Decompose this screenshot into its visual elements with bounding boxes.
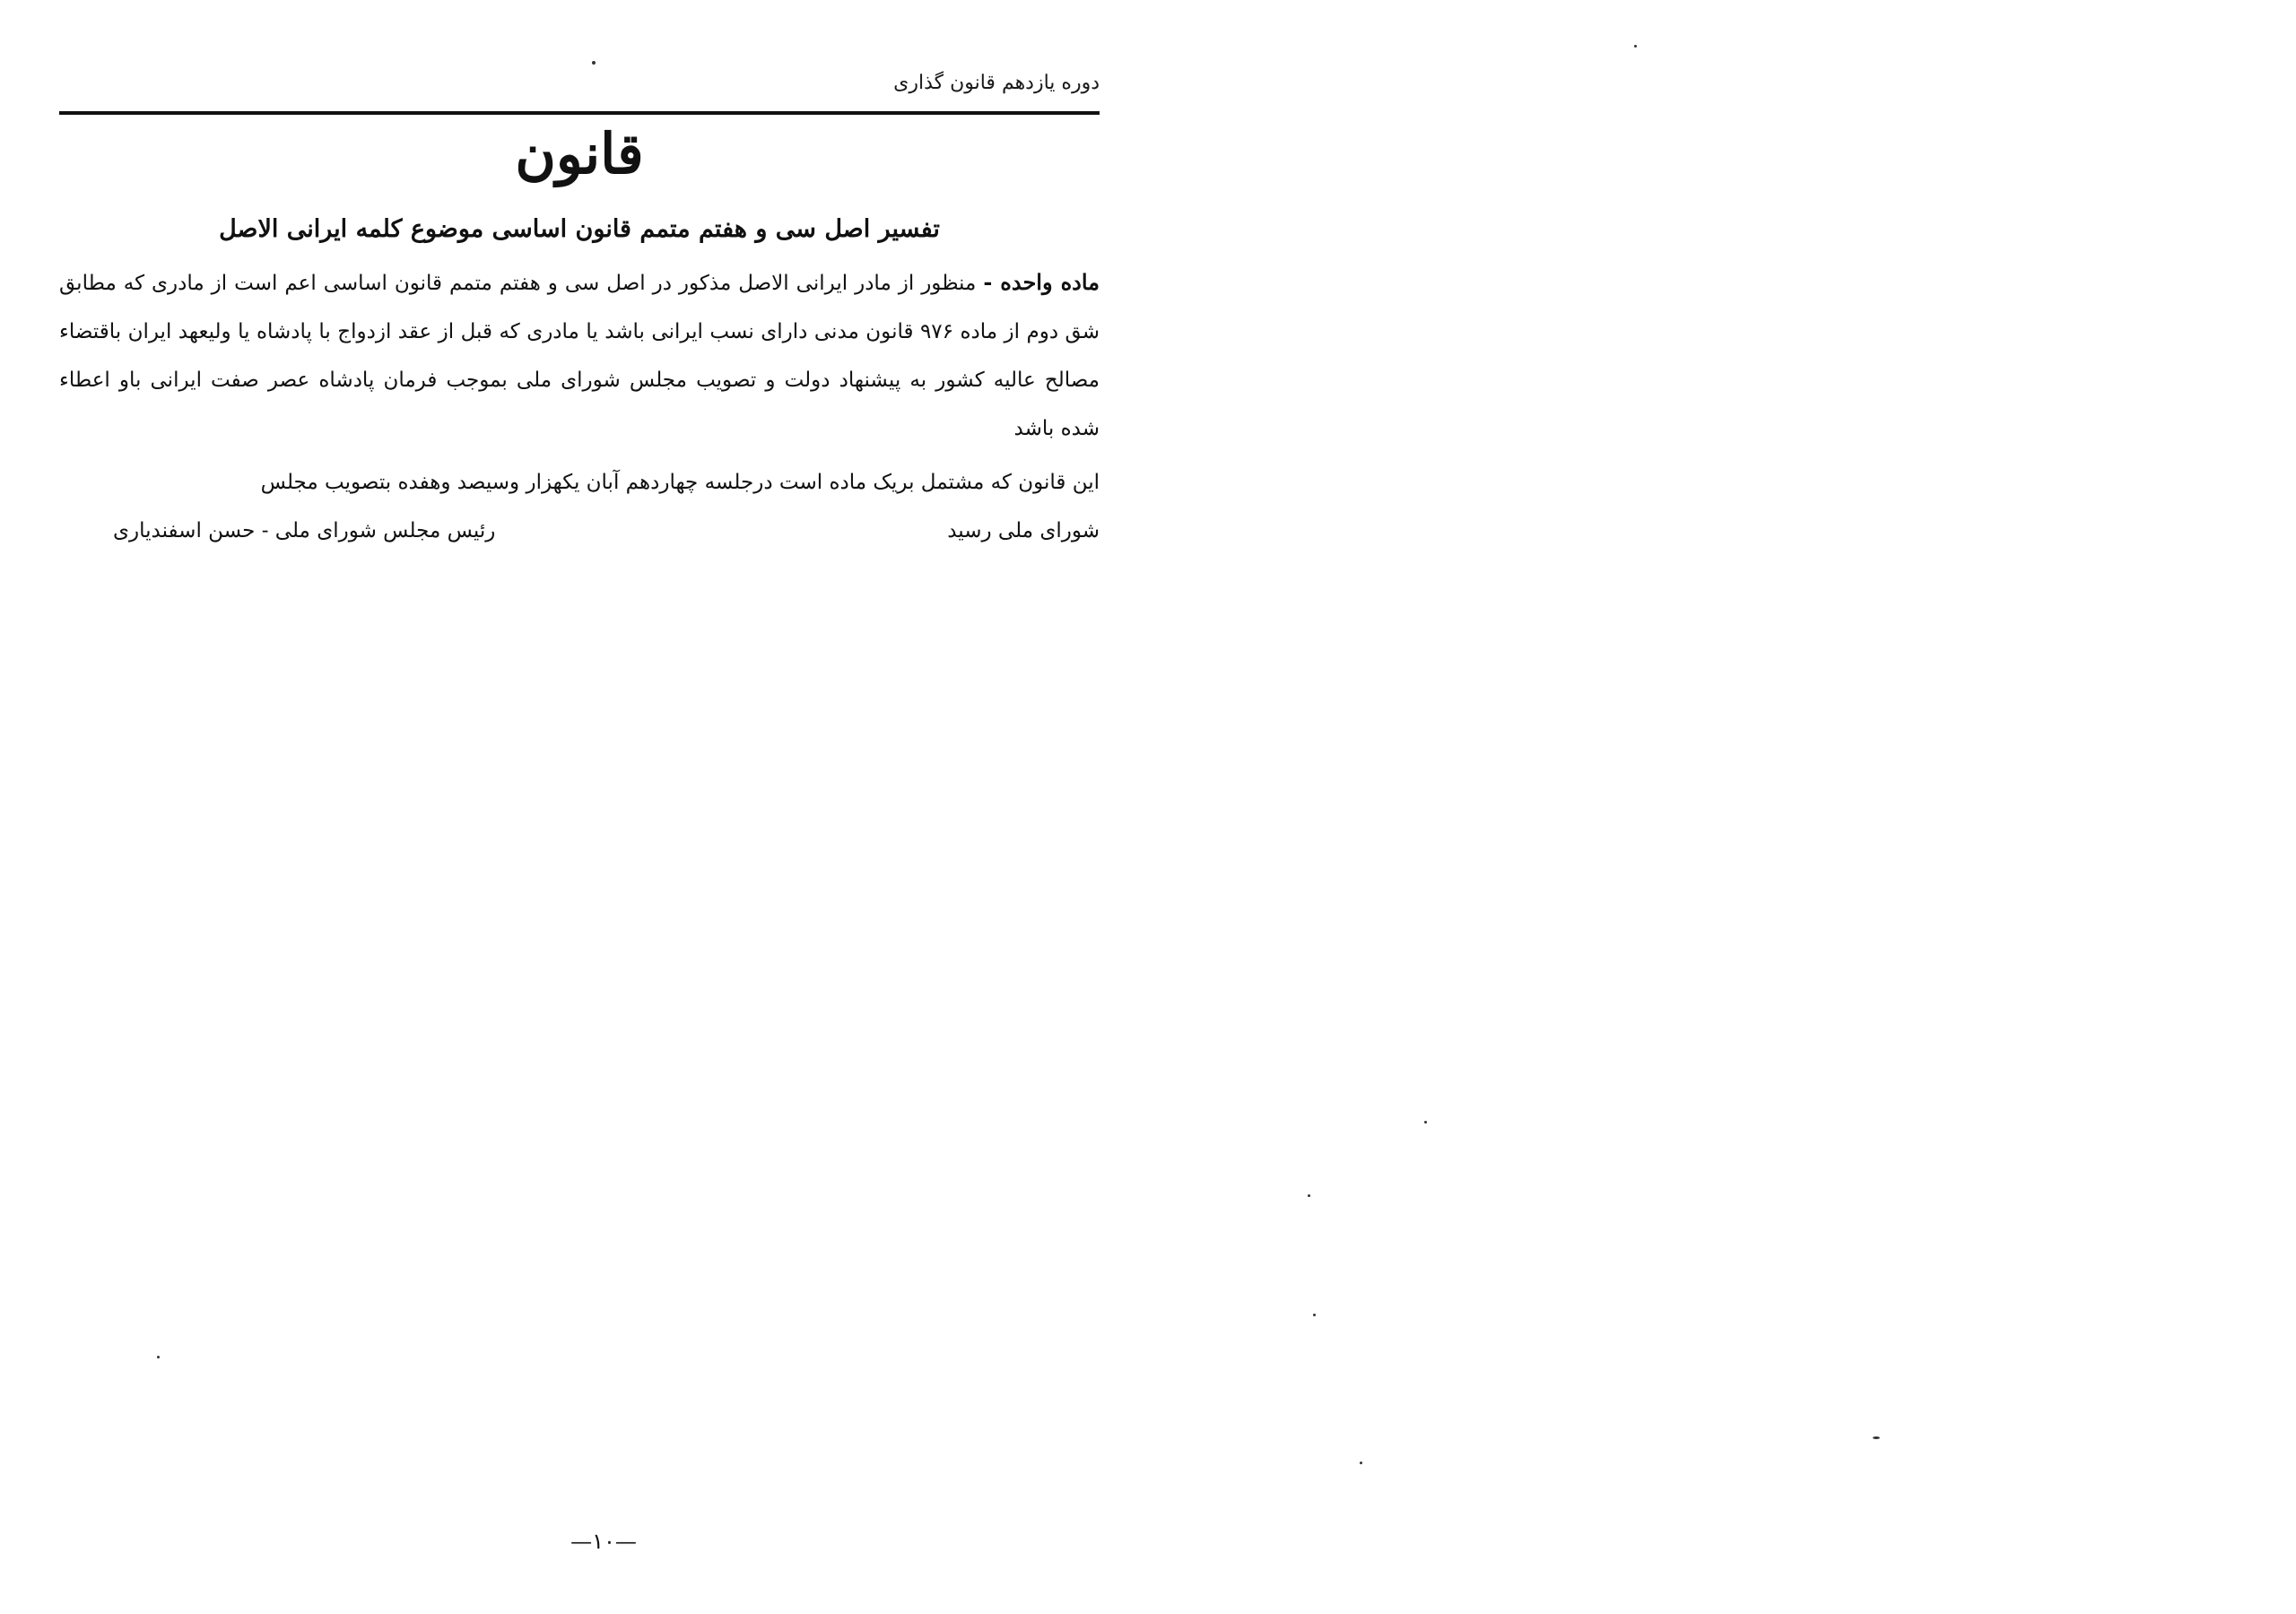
scan-speck [1313,1314,1316,1316]
scan-speck [592,61,596,65]
scan-speck [157,1356,160,1358]
scan-speck [1634,45,1637,48]
single-article-paragraph [59,258,1100,453]
scan-speck [1873,1436,1880,1439]
closing-line [59,507,1100,555]
closing-paragraph [59,458,1100,507]
law-subtitle: تفسیر اصل سی و هفتم متمم قانون اساسی موضوع کلمه ایرانی الاصل [219,215,940,243]
header-rule [59,111,1100,115]
article-label: ماده واحده - [983,269,1100,295]
scan-speck [1360,1462,1362,1464]
running-header: دوره یازدهم قانون گذاری [893,72,1100,94]
law-title: قانون [515,121,644,187]
page-number: —۱۰— [570,1529,637,1554]
scan-speck [1424,1121,1427,1124]
closing-text: این قانون که مشتمل بریک ماده است درجلسه چهاردهم آبان یکهزار وسیصد وهفده بتصویب مجلس [260,471,1100,494]
article-text: منظور از مادر ایرانی الاصل مذکور در اصل سی و هفتم متمم قانون اساسی اعم است از مادری که مطابق شق دوم از ماده ۹۷۶ قانون مدنی دارای نسب ایرانی باشد یا مادری که قبل از عقد ازدواج با پادشاه یا ولیعهد ایران باقتضاء مصالح عالیه کشور به پیشنهاد دولت و تصویب مجلس شورای ملی بموجب فرمان پادشاه عصر صفت ایرانی باو اعطاء شده باشد [59,272,1100,440]
scan-speck [1308,1194,1310,1197]
signature: رئیس مجلس شورای ملی - حسن اسفندیاری [113,519,496,542]
law-body [59,258,1100,555]
closing-end: شورای ملی رسید [947,519,1100,542]
